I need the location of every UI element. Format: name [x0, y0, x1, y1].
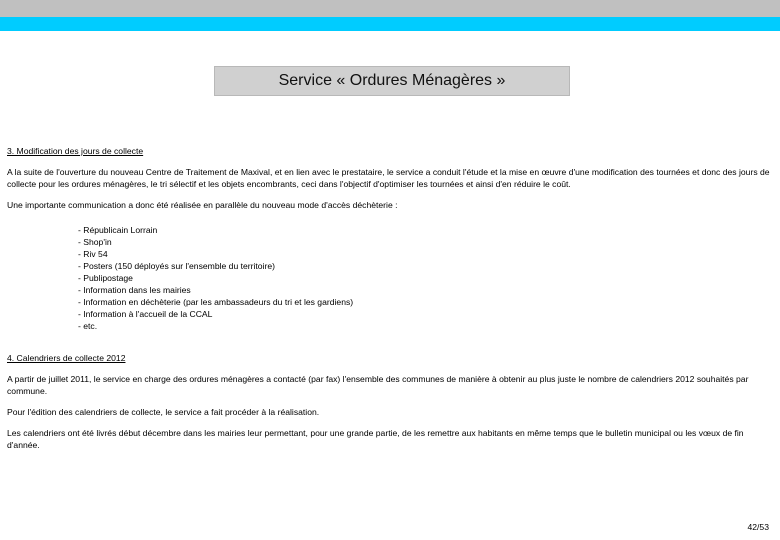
page-number: 42/53 — [747, 522, 769, 532]
list-item: - etc. — [78, 321, 98, 331]
list-item: - Riv 54 — [78, 249, 108, 259]
list-item: - Républicain Lorrain — [78, 225, 158, 235]
list-item: - Shop'in — [78, 237, 112, 247]
section-3-paragraph-2: Une importante communication a donc été réalisée en parallèle du nouveau mode d'accès déchèterie : — [7, 200, 398, 210]
list-item: - Publipostage — [78, 273, 133, 283]
section-4-paragraph-2: Pour l'édition des calendriers de collecte, le service a fait procéder à la réalisation. — [7, 407, 320, 417]
document-body — [7, 145, 771, 451]
top-gray-band — [0, 0, 780, 17]
section-4-paragraph-3: Les calendriers ont été livrés début décembre dans les mairies leur permettant, pour une grande partie, de les remettre aux habitants en même temps que le bulletin municipal ou les vœux de fin d'année. — [7, 428, 744, 450]
list-item: - Posters (150 déployés sur l'ensemble du territoire) — [78, 261, 275, 271]
section-4-heading: 4. Calendriers de collecte 2012 — [7, 353, 126, 363]
list-item: - Information en déchèterie (par les ambassadeurs du tri et les gardiens) — [78, 297, 354, 307]
page-title: Service « Ordures Ménagères » — [214, 66, 570, 96]
section-4-paragraph-1: A partir de juillet 2011, le service en charge des ordures ménagères a contacté (par fax) l'ensemble des communes de manière à obtenir au plus juste le nombre de calendriers 2012 souhaités par commune. — [7, 374, 749, 396]
communication-list — [78, 224, 771, 332]
list-item: - Information dans les mairies — [78, 285, 191, 295]
section-3-heading: 3. Modification des jours de collecte — [7, 146, 144, 156]
top-accent-band — [0, 17, 780, 31]
list-item: - Information à l'accueil de la CCAL — [78, 309, 213, 319]
section-3-paragraph-1: A la suite de l'ouverture du nouveau Centre de Traitement de Maxival, et en lien avec le prestataire, le service a conduit l'étude et la mise en œuvre d'une modification des tournées et donc des jours de collecte pour les ordures ménagères, le tri sélectif et les objets encombrants, ceci dans l'objectif d'optimiser les tournées et ainsi d'en réduire le coût. — [7, 167, 770, 189]
